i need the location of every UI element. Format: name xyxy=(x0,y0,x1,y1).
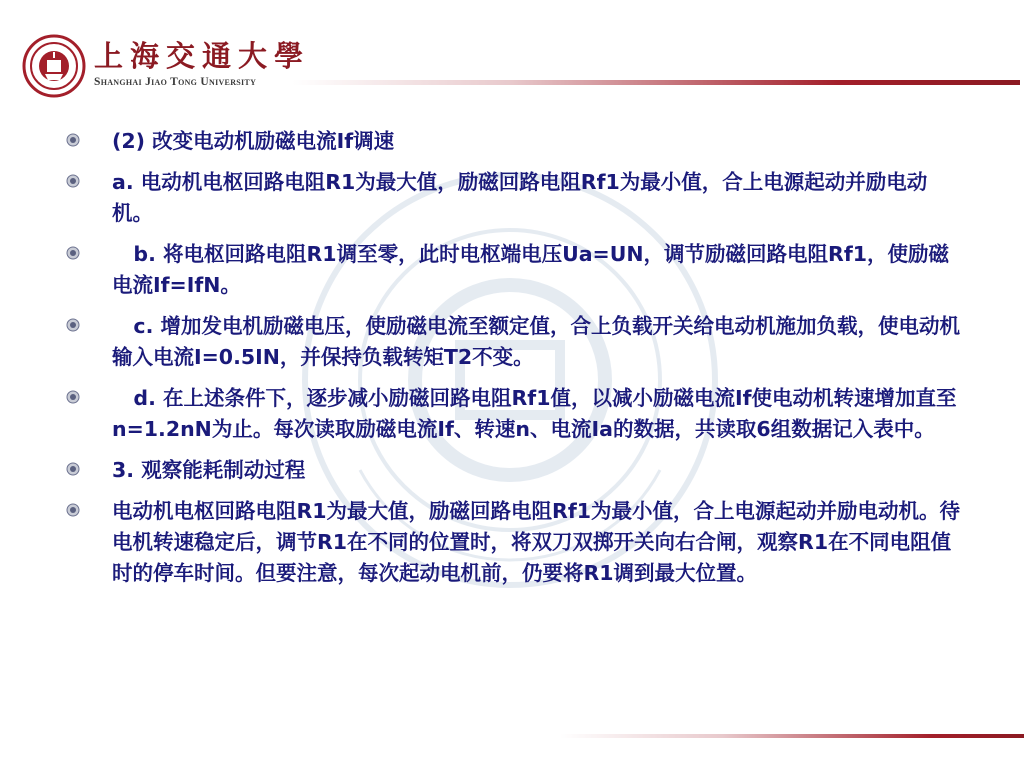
bullet-icon xyxy=(66,133,80,147)
header xyxy=(0,0,1024,100)
list-item-text: 3. 观察能耗制动过程 xyxy=(112,458,306,482)
list-item xyxy=(66,126,966,157)
list-item xyxy=(66,496,966,589)
list-item xyxy=(66,455,966,486)
bullet-icon xyxy=(66,246,80,260)
list-item xyxy=(66,239,966,301)
list-item-text: d. 在上述条件下，逐步减小励磁回路电阻Rf1值，以减小励磁电流If使电动机转速增加直至n=1.2nN为止。每次读取励磁电流If、转速n、电流Ia的数据，共读取6组数据记入表中。 xyxy=(112,386,957,441)
list-item-text: c. 增加发电机励磁电压，使励磁电流至额定值，合上负载开关给电动机施加负载，使电动机输入电流I=0.5IN，并保持负载转矩T2不变。 xyxy=(112,314,960,369)
university-name-english: Shanghai Jiao Tong University xyxy=(94,76,257,88)
list-item-text: 电动机电枢回路电阻R1为最大值，励磁回路电阻Rf1为最小值，合上电源起动并励电动机。待电机转速稳定后，调节R1在不同的位置时，将双刀双掷开关向右合闸，观察R1在不同电阻值时的停车时间。但要注意，每次起动电机前，仍要将R1调到最大位置。 xyxy=(112,499,961,585)
list-item-text: a. 电动机电枢回路电阻R1为最大值，励磁回路电阻Rf1为最小值，合上电源起动并励电动机。 xyxy=(112,170,928,225)
footer-divider xyxy=(560,734,1024,738)
university-emblem-icon xyxy=(22,34,86,98)
list-item xyxy=(66,167,966,229)
university-name-chinese: 上海交通大學 xyxy=(94,39,311,73)
slide-content xyxy=(66,126,966,599)
bullet-icon xyxy=(66,174,80,188)
list-item-text: (2) 改变电动机励磁电流If调速 xyxy=(112,129,395,153)
list-item xyxy=(66,383,966,445)
list-item-text: b. 将电枢回路电阻R1调至零，此时电枢端电压Ua=UN，调节励磁回路电阻Rf1，使励磁电流If=IfN。 xyxy=(112,242,949,297)
bullet-icon xyxy=(66,462,80,476)
list-item xyxy=(66,311,966,373)
bullet-icon xyxy=(66,318,80,332)
bullet-icon xyxy=(66,503,80,517)
bullet-icon xyxy=(66,390,80,404)
header-divider xyxy=(292,80,1020,85)
